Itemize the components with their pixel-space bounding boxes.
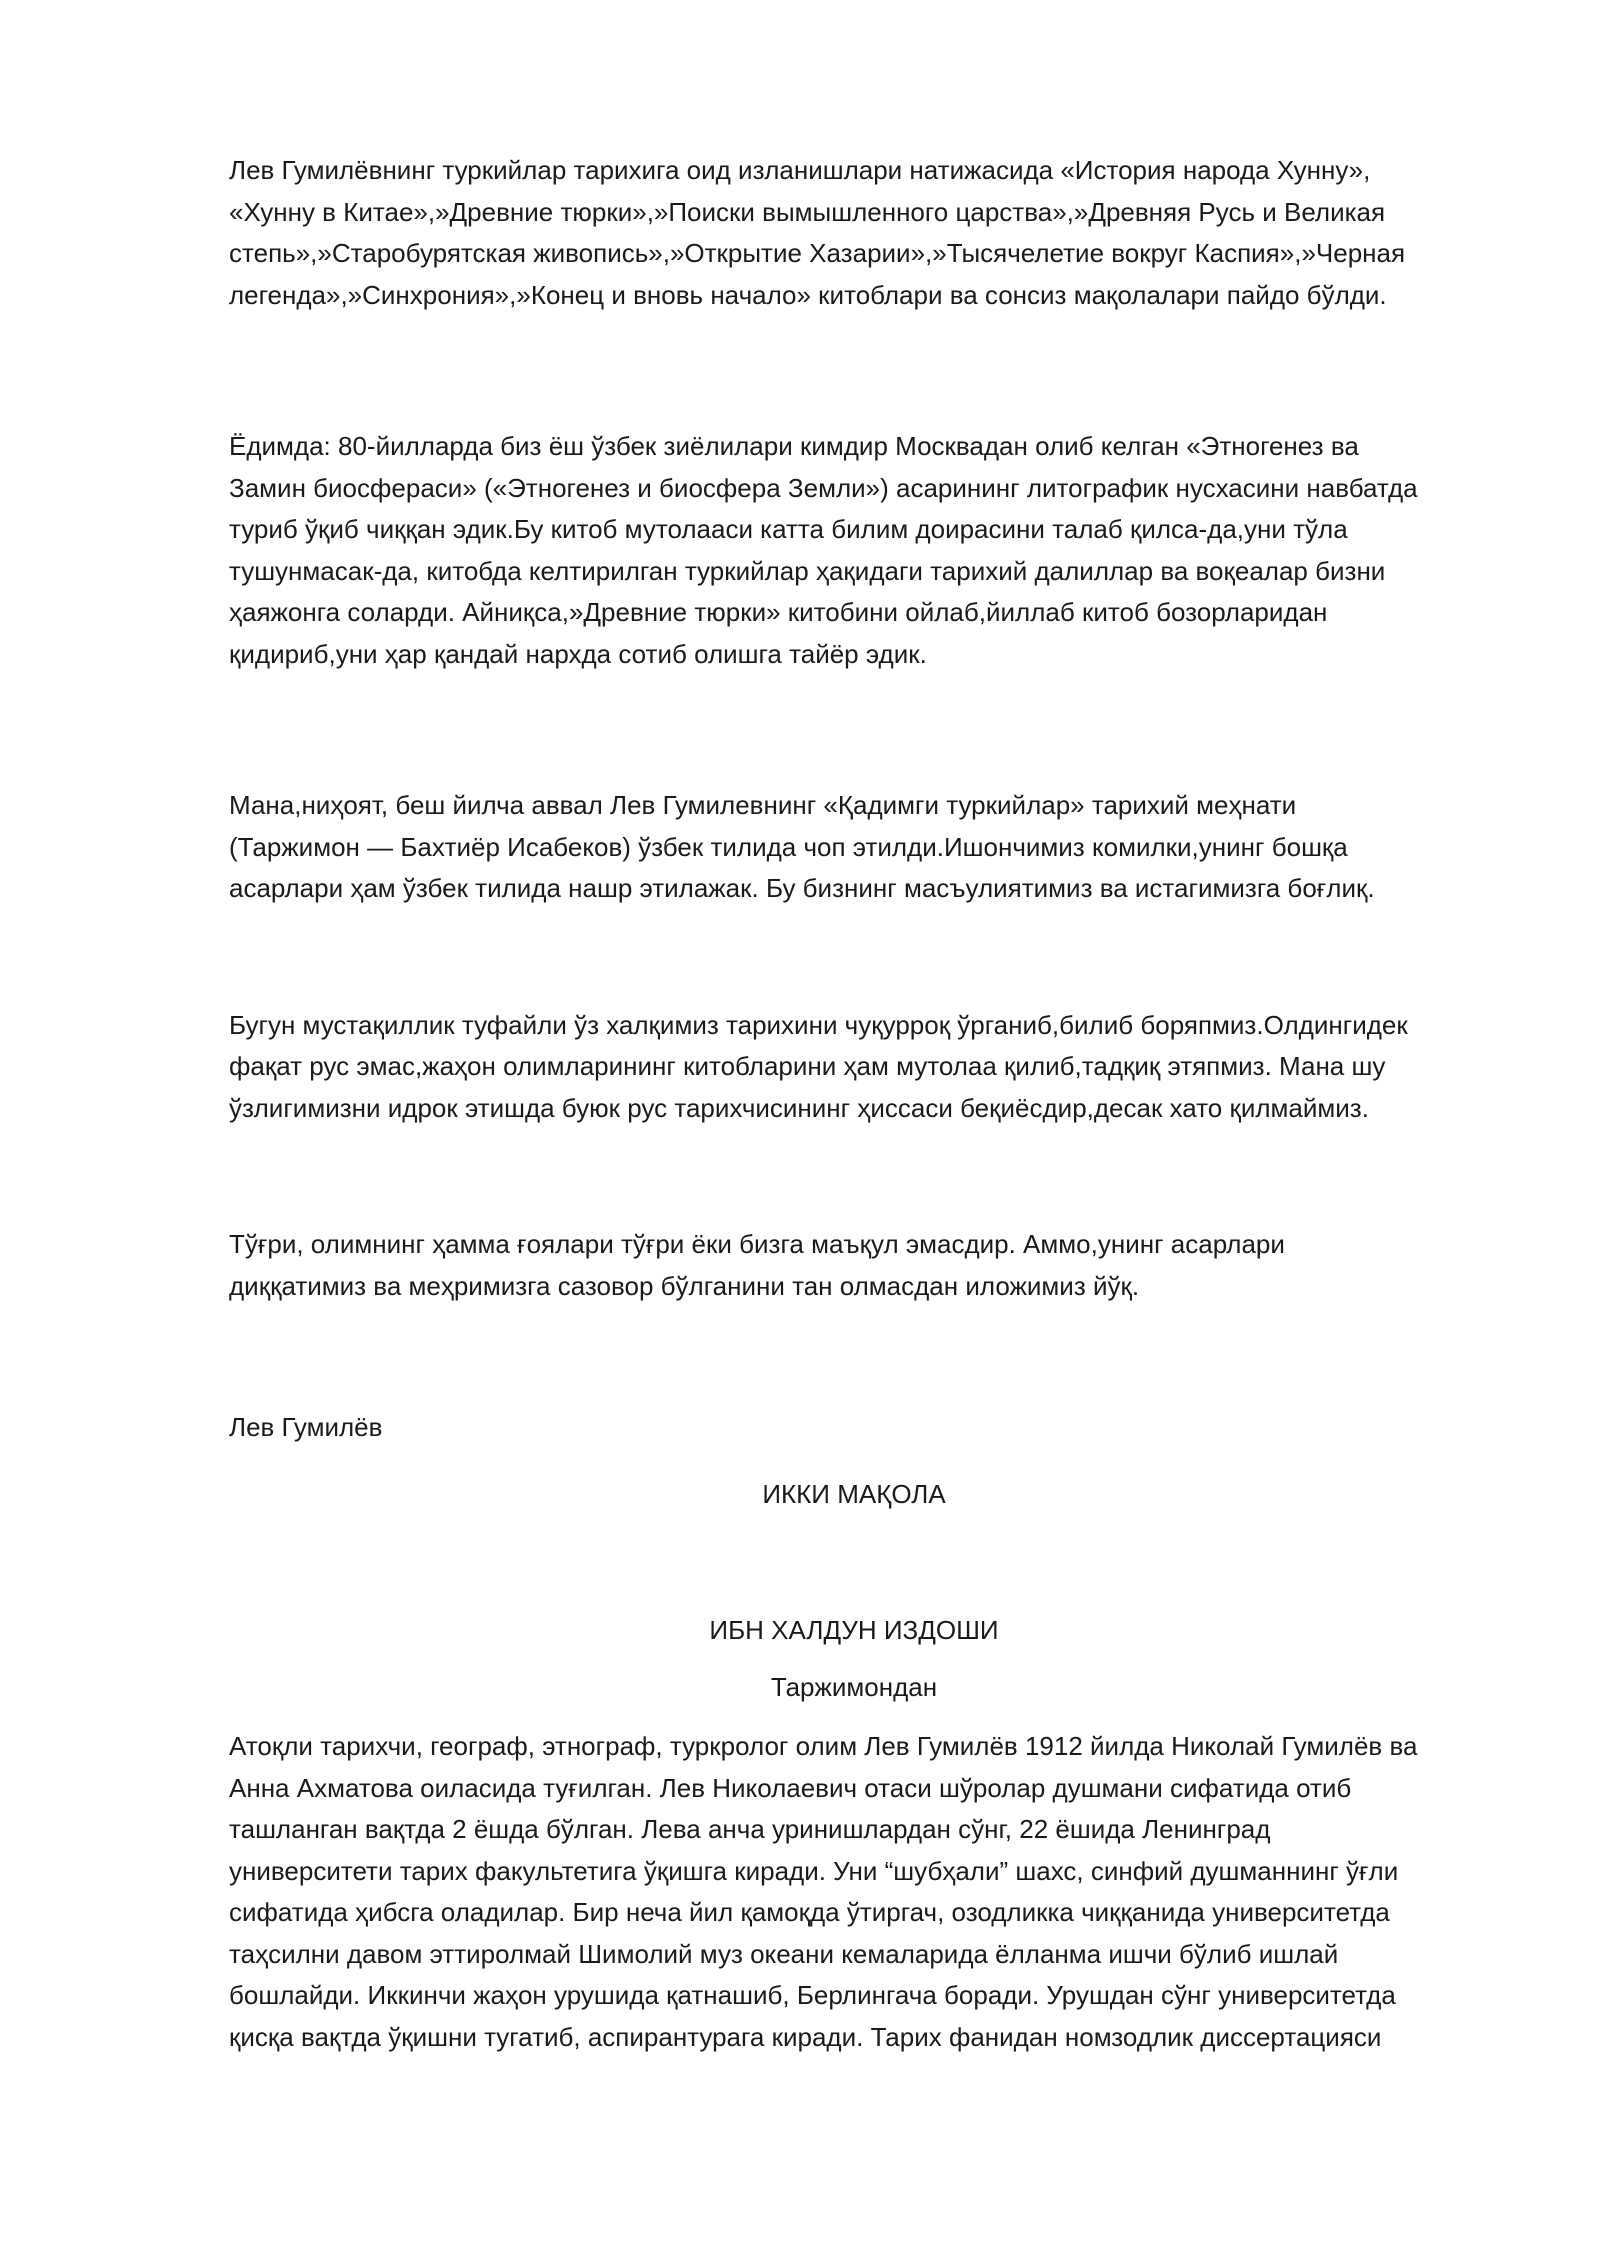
paragraph-biography: Атоқли тарихчи, географ, этнограф, туркролог олим Лев Гумилёв 1912 йилда Николай Гумилёв ва Анна Ахматова оиласида туғилган. Лев Николаевич отаси шўролар душмани сифатида отиб ташланган вақтда 2 ёшда бўлган. Лева анча уринишлардан сўнг, 22 ёшида Ленинград университети тарих факультетига ўқишга киради. Уни “шубҳали” шахс, синфий душманнинг ўғли сифатида ҳибсга оладилар. Бир неча йил қамоқда ўтиргач, озодликка чиққанида университетда таҳсилни давом эттиролмай Шимолий муз океани кемаларида ёлланма ишчи бўлиб ишлай бошлайди. Иккинчи жаҳон урушида қатнашиб, Берлингача боради. Урушдан сўнг университетда қисқа вақтда ўқишни тугатиб, аспирантурага киради. Тарих фанидан номзодлик диссертацияси (229, 1731, 1418, 2052)
paragraph-translation: Мана,ниҳоят, беш йилча аввал Лев Гумилевнинг «Қадимги туркийлар» тарихий меҳнати (Таржимон — Бахтиёр Исабеков) ўзбек тилида чоп этилди.Ишончимиз комилки,унинг бошқа асарлари ҳам ўзбек тилида нашр этилажак. Бу бизнинг масъулиятимиз ва истагимизга боғлиқ. (229, 790, 1375, 903)
paragraph-memories: Ёдимда: 80-йилларда биз ёш ўзбек зиёлилари кимдир Москвадан олиб келган «Этногенез ва Замин биосфераси» («Этногенез и биосфера Земли») асарининг литографик нусхасини навбатда туриб ўқиб чиққан эдик.Бу китоб мутолааси катта билим доирасини талаб қилса-да,уни тўла тушунмасак-да, китобда келтирилган туркийлар ҳақидаги тарихий далиллар ва воқеалар бизни ҳаяжонга соларди. Айниқса,»Древние тюрки» китобини ойлаб,йиллаб китоб бозорларидан қидириб,уни ҳар қандай нархда сотиб олишга тайёр эдик. (229, 431, 1418, 669)
paragraph-ideas: Тўғри, олимнинг ҳамма ғоялари тўғри ёки бизга маъқул эмасдир. Аммо,унинг асарлари диққатимиз ва меҳримизга сазовор бўлганини тан олмасдан иложимиз йўқ. (229, 1229, 1285, 1301)
section-title: ИККИ МАҚОЛА (762, 1478, 946, 1509)
document-body (229, 150, 1479, 2058)
translator-note-heading: Таржимондан (770, 1671, 938, 1702)
article-title: ИБН ХАЛДУН ИЗДОШИ (709, 1615, 999, 1645)
paragraph-independence: Бугун мустақиллик туфайли ўз халқимиз тарихини чуқурроқ ўрганиб,билиб боряпмиз.Олдингидек фақат рус эмас,жаҳон олимларининг китобларини ҳам мутолаа қилиб,тадқиқ этяпмиз. Мана шу ўзлигимизни идрок этишда буюк рус тарихчисининг ҳиссаси беқиёсдир,десак хато қилмаймиз. (229, 1009, 1408, 1123)
paragraph-gumilev-works: Лев Гумилёвнинг туркийлар тарихига оид изланишлари натижасида «История народа Хунну», «Хунну в Китае»,»Древние тюрки»,»Поиски вымышленного царства»,»Древняя Русь и Великая степь»,»Старобурятская живопись»,»Открытие Хазарии»,»Тысячелетие вокруг Каспия»,»Черная легенда»,»Синхрония»,»Конец и вновь начало» китоблари ва сонсиз мақолалари пайдо бўлди. (229, 155, 1406, 310)
author-name: Лев Гумилёв (229, 1412, 383, 1442)
